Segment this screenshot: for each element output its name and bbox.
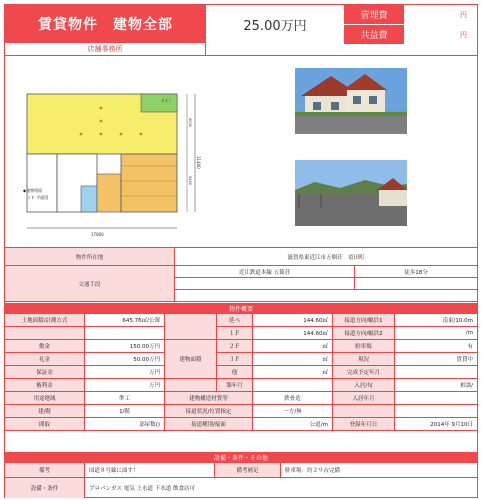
sub-dimension-1: 6000 bbox=[188, 118, 192, 127]
floors-value: 1/階 bbox=[85, 405, 165, 418]
key-money-label: 礼金 bbox=[5, 353, 85, 366]
notes-label: 備考補足 bbox=[215, 463, 281, 478]
floor-plan bbox=[21, 86, 221, 246]
road1-value: 南東/10.0m bbox=[395, 314, 477, 327]
blank-value-8 bbox=[395, 405, 477, 418]
zone-label: 用途地域 bbox=[5, 392, 85, 405]
movein-year-value bbox=[395, 392, 477, 405]
floor-total-label: 延べ bbox=[217, 314, 253, 327]
built-value bbox=[253, 379, 333, 392]
equipment-label: 設備・条件 bbox=[5, 478, 85, 498]
registration-date-value: 2014年 9月10日 bbox=[395, 418, 477, 431]
building-photo-side bbox=[295, 160, 407, 226]
transport-row bbox=[5, 266, 477, 302]
common-fee-value: 円 bbox=[460, 30, 467, 39]
structure-value: 鉄骨造 bbox=[253, 392, 333, 405]
building-area-label-spacer-2 bbox=[165, 379, 217, 392]
parking-value: 有 bbox=[395, 340, 477, 353]
floors-label: 建/階 bbox=[5, 405, 85, 418]
layout-value: 部屋数() bbox=[85, 418, 165, 431]
address-value: 滋賀県東近江市五個荘 竜田町 bbox=[287, 254, 365, 261]
facilities-band: 設備・条件・その他 bbox=[5, 452, 477, 463]
overview-band: 物件概要 bbox=[5, 303, 477, 314]
common-fee-label: 共益費 bbox=[344, 25, 404, 44]
building-area-label: 建物面積 bbox=[165, 340, 217, 379]
transport-walk: 徒歩18分 bbox=[355, 266, 477, 278]
movein-value: 相談/ bbox=[395, 379, 477, 392]
other-floor-label: 他 bbox=[217, 366, 253, 379]
transport-label: 交通手段 bbox=[5, 266, 175, 301]
floor-total-value: 144.60㎡ bbox=[253, 314, 333, 327]
image-area bbox=[5, 56, 477, 248]
room-label: タタミ bbox=[161, 99, 172, 103]
built-label: 築年月 bbox=[217, 379, 253, 392]
header bbox=[5, 5, 477, 45]
movein-label: 入居/旬 bbox=[333, 379, 395, 392]
completion-label: 完成予定年月 bbox=[333, 366, 395, 379]
rent-price: 25.00万円 bbox=[243, 18, 307, 34]
equipment-value: プロパンガス 電気 上水道 下水道 飲食店可 bbox=[89, 486, 195, 492]
road1-label: 接道方向/幅員1 bbox=[333, 314, 395, 327]
road-type-label: 接道種別/接面 bbox=[165, 418, 253, 431]
subheader-spacer bbox=[206, 43, 477, 56]
management-fee-label: 管理費 bbox=[344, 5, 404, 24]
guarantee-label: 保証金 bbox=[5, 366, 85, 379]
blank-label-8 bbox=[333, 405, 395, 418]
zone-value: 準工 bbox=[85, 392, 165, 405]
building-area-label-spacer bbox=[165, 314, 217, 340]
key-money-value: 50.00万円 bbox=[85, 353, 165, 366]
transport-line: 近江鉄道本線 五箇荘 bbox=[175, 266, 355, 278]
road2-label: 接道方向/幅員2 bbox=[333, 327, 395, 340]
road-type-value: 公道/m bbox=[253, 418, 333, 431]
deposit-label: 敷金 bbox=[5, 340, 85, 353]
remarks-value: 国道８号線に面す！ bbox=[85, 463, 215, 478]
layout-label: 間取 bbox=[5, 418, 85, 431]
f2-label: ２Ｆ bbox=[217, 340, 253, 353]
land-area-label: 土地面積/計測方式 bbox=[5, 314, 85, 327]
width-dimension: 17800 bbox=[91, 232, 104, 237]
f3-value: ㎡ bbox=[253, 353, 333, 366]
guarantee-value: 万円 bbox=[85, 366, 165, 379]
f2-value: ㎡ bbox=[253, 340, 333, 353]
movein-year-label: 入居年月 bbox=[333, 392, 395, 405]
land-area-value: 645.76㎡/公簿 bbox=[85, 314, 165, 327]
status-label: 現況 bbox=[333, 353, 395, 366]
floorplan-legend-title: ◆建物図面 bbox=[23, 188, 43, 193]
completion-value bbox=[395, 366, 477, 379]
floorplan-legend-floor: １Ｆ 平面図 bbox=[27, 195, 49, 200]
registration-date-label: 登録年月日 bbox=[333, 418, 395, 431]
parking-label: 駐車場 bbox=[333, 340, 395, 353]
rights-label: 権利金 bbox=[5, 379, 85, 392]
transport-blank-2 bbox=[355, 278, 477, 290]
road-contact-label: 接道状況/位置指定 bbox=[165, 405, 253, 418]
road2-value: /m bbox=[395, 327, 477, 340]
land-blank-label bbox=[5, 327, 85, 340]
remarks-label: 備考 bbox=[5, 463, 85, 478]
management-fee-value: 円 bbox=[460, 10, 467, 19]
status-value: 賃貸中 bbox=[395, 353, 477, 366]
sub-dimension-2: 5400 bbox=[188, 176, 192, 185]
page-title: 賃貸物件 建物全部 bbox=[5, 5, 206, 43]
deposit-value: 150.00万円 bbox=[85, 340, 165, 353]
transport-blank-1 bbox=[175, 278, 355, 290]
f1-label: １Ｆ bbox=[217, 327, 253, 340]
address-label: 物件所在地 bbox=[5, 248, 175, 265]
rights-value: 万円 bbox=[85, 379, 165, 392]
property-sheet bbox=[4, 4, 478, 498]
f3-label: ３Ｆ bbox=[217, 353, 253, 366]
f1-value: 144.60㎡ bbox=[253, 327, 333, 340]
address-row bbox=[5, 248, 477, 266]
other-floor-value: ㎡ bbox=[253, 366, 333, 379]
structure-label: 建物構造材質等 bbox=[165, 392, 253, 405]
land-blank-value bbox=[85, 327, 165, 340]
property-type: 店舗事務所 bbox=[5, 43, 206, 56]
building-photo-front bbox=[295, 68, 407, 134]
notes-value: 駐車場：約２９台完備 bbox=[281, 463, 477, 478]
height-dimension: 11400 bbox=[196, 156, 201, 169]
road-contact-value: 一方/無 bbox=[253, 405, 333, 418]
